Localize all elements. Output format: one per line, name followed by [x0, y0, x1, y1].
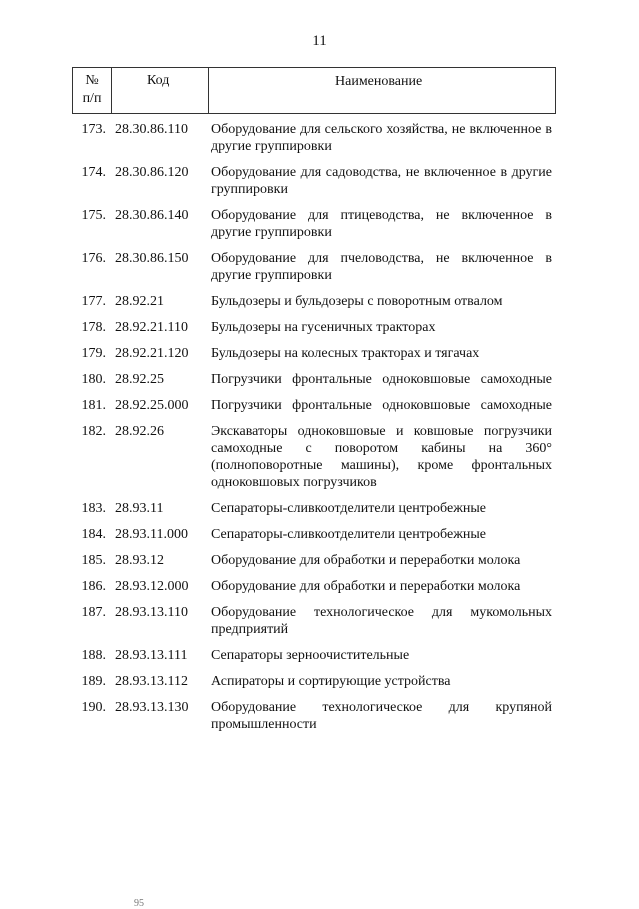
row-code: 28.93.13.130	[115, 700, 189, 715]
row-name: Погрузчики фронтальные одноковшовые самоходные	[211, 372, 552, 387]
row-number: 182.	[81, 424, 106, 439]
header-name: Наименование	[335, 74, 423, 89]
header-divider	[111, 68, 112, 113]
row-code: 28.30.86.150	[115, 251, 189, 266]
table-row	[0, 121, 639, 155]
row-code: 28.92.21	[115, 294, 164, 309]
table-row	[0, 552, 639, 569]
row-code: 28.93.12.000	[115, 579, 189, 594]
table-row	[0, 250, 639, 284]
row-name: Бульдозеры на колесных тракторах и тягачах	[211, 346, 480, 361]
table-row	[0, 423, 639, 491]
row-number: 189.	[81, 674, 106, 689]
page-number: 11	[312, 33, 327, 49]
row-name: Оборудование технологическое для мукомольных предприятий	[211, 605, 552, 637]
row-number: 177.	[81, 294, 106, 309]
row-number: 174.	[81, 165, 106, 180]
row-number: 175.	[81, 208, 106, 223]
row-number: 188.	[81, 648, 106, 663]
table-row	[0, 397, 639, 414]
row-code: 28.93.13.112	[115, 674, 188, 689]
row-name: Оборудование для обработки и переработки молока	[211, 553, 521, 568]
row-name: Оборудование для сельского хозяйства, не включенное в другие группировки	[211, 122, 552, 154]
table-row	[0, 699, 639, 733]
table-row	[0, 293, 639, 310]
row-name: Бульдозеры на гусеничных тракторах	[211, 320, 436, 335]
row-code: 28.92.25.000	[115, 398, 189, 413]
row-code: 28.30.86.110	[115, 122, 188, 137]
table-row	[0, 526, 639, 543]
row-code: 28.93.12	[115, 553, 164, 568]
row-code: 28.93.13.111	[115, 648, 188, 663]
row-number: 185.	[81, 553, 106, 568]
header-number	[73, 72, 111, 108]
row-code: 28.92.25	[115, 372, 164, 387]
row-number: 173.	[81, 122, 106, 137]
table-header	[72, 67, 556, 114]
header-divider	[208, 68, 209, 113]
row-name: Экскаваторы одноковшовые и ковшовые погрузчики самоходные с поворотом кабины на 360° (полноповоротные машины), кроме фронтальных одноковшовых погрузчиков	[211, 424, 552, 490]
row-number: 176.	[81, 251, 106, 266]
row-number: 187.	[81, 605, 106, 620]
footer-mark: 95	[134, 898, 144, 909]
row-code: 28.30.86.140	[115, 208, 189, 223]
row-number: 180.	[81, 372, 106, 387]
row-name: Оборудование для пчеловодства, не включенное в другие группировки	[211, 251, 552, 283]
row-name: Погрузчики фронтальные одноковшовые самоходные	[211, 398, 552, 413]
row-number: 178.	[81, 320, 106, 335]
row-code: 28.92.26	[115, 424, 164, 439]
row-name: Сепараторы зерноочистительные	[211, 648, 410, 663]
row-name: Оборудование для обработки и переработки молока	[211, 579, 521, 594]
table-row	[0, 647, 639, 664]
row-number: 190.	[81, 700, 106, 715]
header-code: Код	[147, 73, 170, 88]
table-row	[0, 371, 639, 388]
row-name: Сепараторы-сливкоотделители центробежные	[211, 501, 486, 516]
table-row	[0, 604, 639, 638]
row-name: Оборудование технологическое для крупяной промышленности	[211, 700, 552, 732]
table-row	[0, 319, 639, 336]
header-number-symbol: №	[85, 73, 99, 88]
header-number-abbr: п/п	[82, 91, 102, 106]
row-code: 28.93.11	[115, 501, 164, 516]
row-number: 186.	[81, 579, 106, 594]
table-row	[0, 673, 639, 690]
table-row	[0, 164, 639, 198]
row-number: 184.	[81, 527, 106, 542]
row-name: Бульдозеры и бульдозеры с поворотным отвалом	[211, 294, 503, 309]
row-code: 28.92.21.120	[115, 346, 189, 361]
row-number: 181.	[81, 398, 106, 413]
row-name: Оборудование для садоводства, не включенное в другие группировки	[211, 165, 552, 197]
row-name: Оборудование для птицеводства, не включенное в другие группировки	[211, 208, 552, 240]
row-name: Сепараторы-сливкоотделители центробежные	[211, 527, 486, 542]
table-row	[0, 207, 639, 241]
table-row	[0, 500, 639, 517]
row-number: 183.	[81, 501, 106, 516]
row-name: Аспираторы и сортирующие устройства	[211, 674, 451, 689]
table-body	[0, 121, 639, 742]
row-code: 28.30.86.120	[115, 165, 189, 180]
table-row	[0, 345, 639, 362]
row-number: 179.	[81, 346, 106, 361]
row-code: 28.92.21.110	[115, 320, 188, 335]
row-code: 28.93.13.110	[115, 605, 188, 620]
table-row	[0, 578, 639, 595]
row-code: 28.93.11.000	[115, 527, 188, 542]
